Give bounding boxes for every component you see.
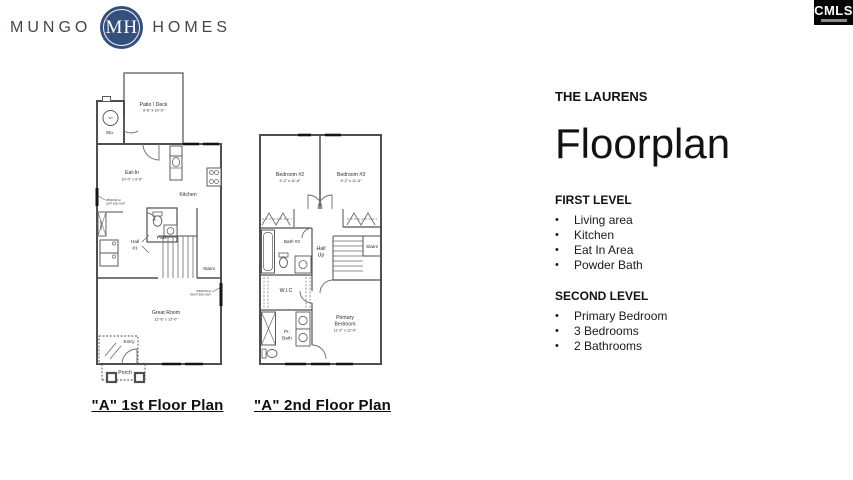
porch-label: Porch <box>118 370 132 376</box>
toilet-icon <box>267 350 277 358</box>
logo-word-homes: HOMES <box>152 18 231 36</box>
list-item-label: 3 Bedrooms <box>574 324 639 338</box>
stairs-label: Stairs <box>366 244 378 249</box>
sink-icon <box>299 333 307 341</box>
entry-label: Entry <box>123 339 135 344</box>
hall-label: Hall <box>130 239 140 244</box>
toilet-tank <box>262 349 266 358</box>
meter-box <box>103 97 111 102</box>
bullet-icon: • <box>555 325 559 337</box>
porch-post <box>135 373 144 382</box>
second-floor-caption: "A" 2nd Floor Plan <box>254 397 391 414</box>
sink-icon <box>299 316 307 324</box>
list-item-label: Primary Bedroom <box>574 309 668 323</box>
toilet-tank <box>279 253 288 257</box>
stove-icon <box>207 168 221 186</box>
primary-label2: Bedroom <box>334 321 356 328</box>
primary-dims: 11'-2" x 12'-0" <box>333 328 357 333</box>
second-level-section <box>555 289 847 354</box>
first-floor-caption: "A" 1st Floor Plan <box>91 397 224 414</box>
storage-label: Sto. <box>105 130 115 135</box>
list-item-label: Kitchen <box>574 228 615 242</box>
bath2-label: Bath #2 <box>283 239 301 244</box>
patio-label: Patio / Deck <box>139 102 168 108</box>
eat-in-dims: 10'-0" x 9'-6" <box>121 177 143 182</box>
left-window-note2: LEFT END UNIT <box>106 202 126 206</box>
bullet-icon: • <box>555 310 559 322</box>
bedroom3-label: Bedroom #3 <box>336 172 366 178</box>
left-window-note: WINDOW w/ <box>106 199 121 202</box>
second-level-heading: SECOND LEVEL <box>555 289 649 303</box>
list-item <box>555 258 847 273</box>
bullet-icon: • <box>555 214 559 226</box>
toilet-icon <box>280 258 288 268</box>
bullet-icon: • <box>555 229 559 241</box>
list-item-label: Living area <box>574 213 633 227</box>
powder-label: Pwd. <box>156 235 168 240</box>
first-level-section <box>555 193 847 273</box>
primary-label: Primary <box>336 315 354 321</box>
pantry-label: PANTRY <box>101 220 103 230</box>
first-level-heading: FIRST LEVEL <box>555 193 632 207</box>
bullet-icon: • <box>555 259 559 271</box>
hall-label: Hall <box>316 246 326 252</box>
logo-word-mungo: MUNGO <box>10 18 92 36</box>
bedroom3-dims: 9'-2" x 11'-6" <box>340 178 362 183</box>
hall-up-label: Up <box>317 252 325 259</box>
mh-monogram-ring <box>103 9 140 46</box>
right-window-note: WINDOW w/ <box>196 290 211 293</box>
second-floor-plan <box>248 123 398 371</box>
kitchen-sink-icon <box>172 157 179 166</box>
dryer-icon <box>100 253 118 266</box>
bedroom2-label: Bedroom #2 <box>275 172 305 178</box>
eat-in-label: Eat-In <box>125 170 139 176</box>
list-item <box>555 309 847 324</box>
tub-basin <box>264 233 273 271</box>
great-room-label: Great Room <box>151 310 181 316</box>
bullet-icon: • <box>555 340 559 352</box>
list-item <box>555 324 847 339</box>
stairs-label: Stairs <box>203 266 215 271</box>
cmls-logo-subtext-bar <box>821 19 847 22</box>
cmls-logo-text: CMLS <box>814 2 853 18</box>
list-item-label: Eat In Area <box>574 243 634 257</box>
mungo-homes-logo <box>10 6 231 49</box>
sink-icon <box>299 261 307 269</box>
page-title: Floorplan <box>555 120 731 167</box>
list-item <box>555 339 847 354</box>
mh-monogram-icon <box>100 6 143 49</box>
great-room-dims: 12'-6" x 12'-0" <box>154 317 178 322</box>
washer-icon <box>100 240 118 253</box>
list-item <box>555 213 847 228</box>
kitchen-label: Kitchen <box>179 192 197 198</box>
first-floor-plan <box>85 60 235 394</box>
cmls-logo <box>814 0 853 25</box>
plan-name: THE LAURENS <box>555 89 648 104</box>
porch-post <box>107 373 116 382</box>
summary-panel <box>555 89 847 354</box>
right-window-note2: RIGHT END UNIT <box>190 293 211 297</box>
list-item-label: 2 Bathrooms <box>574 339 643 353</box>
prbath-label: Pr. <box>284 329 290 334</box>
list-item-label: Powder Bath <box>574 258 643 272</box>
sink-icon <box>167 228 174 235</box>
water-heater-label: WH <box>108 118 113 120</box>
prbath-label2: Bath <box>282 335 292 341</box>
list-item <box>555 228 847 243</box>
dishwasher-icon <box>170 146 182 156</box>
list-item <box>555 243 847 258</box>
bedroom2-dims: 9'-2" x 11'-6" <box>279 178 301 183</box>
patio-dims: 9'-6" x 10'-0" <box>142 108 165 113</box>
wic-label: W.I.C <box>279 288 293 294</box>
bullet-icon: • <box>555 244 559 256</box>
mh-monogram-letters: MH <box>105 16 139 38</box>
hall-number: #1 <box>132 245 138 251</box>
